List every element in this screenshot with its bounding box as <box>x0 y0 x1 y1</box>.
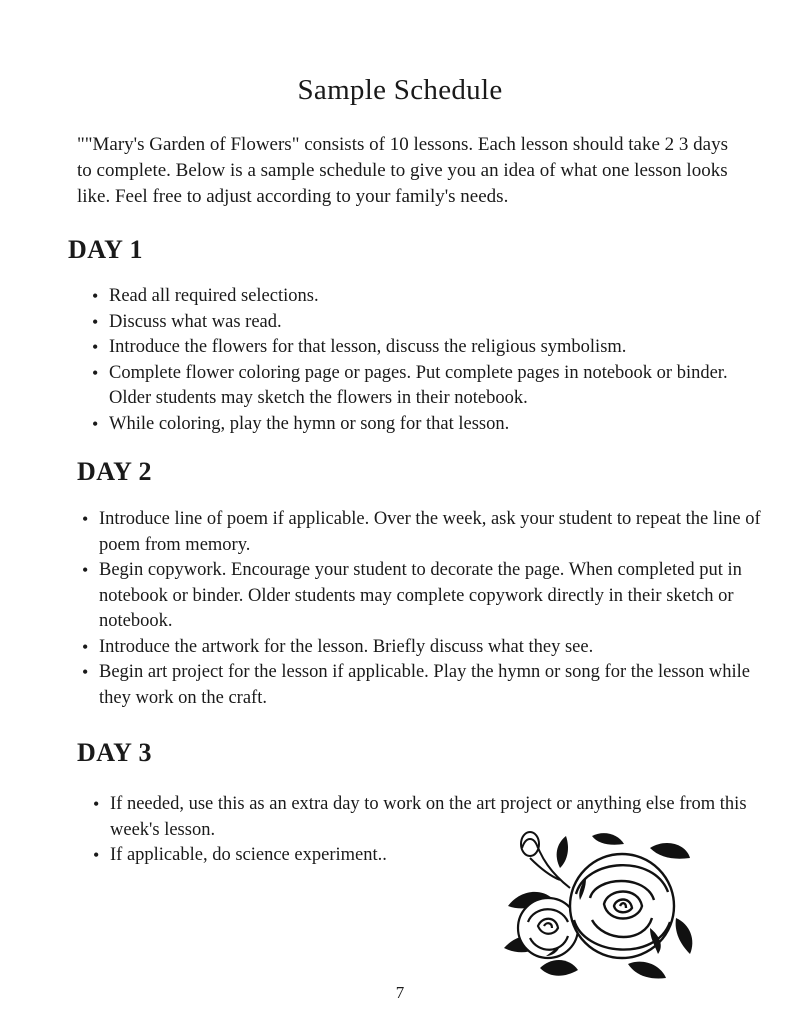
bullet-icon: • <box>82 662 89 682</box>
list-item: • Complete flower coloring page or pages. Put complete pages in notebook or binder. Older students may sketch the flowers in their notebook. <box>92 362 728 408</box>
intro-paragraph: ""Mary's Garden of Flowers" consists of 10 lessons. Each lesson should take 2 3 days to complete. Below is a sample schedule to give you an idea of what one lesson looks like. Feel free to adjust according to your family's needs. <box>77 134 728 207</box>
day-2-task-list <box>82 507 762 711</box>
day-2-heading: DAY 2 <box>77 457 152 486</box>
bullet-icon: • <box>82 509 89 529</box>
page-number: 7 <box>395 983 405 1002</box>
bullet-icon: • <box>92 311 99 332</box>
rose-illustration-icon <box>500 828 696 986</box>
list-item: • While coloring, play the hymn or song for that lesson. <box>92 412 752 438</box>
day-1-heading: DAY 1 <box>68 235 143 264</box>
bullet-icon: • <box>93 794 100 814</box>
list-item: • Introduce the flowers for that lesson, discuss the religious symbolism. <box>92 335 752 361</box>
list-item: • Introduce the artwork for the lesson. Briefly discuss what they see. <box>82 635 762 661</box>
bullet-icon: • <box>92 413 99 434</box>
bullet-icon: • <box>82 636 89 657</box>
list-item: • Begin art project for the lesson if applicable. Play the hymn or song for the lesson while they work on the craft. <box>82 662 750 708</box>
day-1-task-list <box>92 284 752 437</box>
bullet-icon: • <box>92 286 99 306</box>
bullet-icon: • <box>92 337 99 357</box>
list-item: • Read all required selections. <box>92 284 752 310</box>
page-title: Sample Schedule <box>297 74 503 106</box>
bullet-icon: • <box>92 362 99 383</box>
list-item: • If needed, use this as an extra day to work on the art project or anything else from this week's lesson. <box>93 794 747 840</box>
day-3-heading: DAY 3 <box>77 738 152 767</box>
bullet-icon: • <box>82 560 89 580</box>
list-item: • Introduce line of poem if applicable. Over the week, ask your student to repeat the line of poem from memory. <box>82 509 761 555</box>
list-item: • If applicable, do science experiment.. <box>93 843 753 869</box>
list-item: • Begin copywork. Encourage your student to decorate the page. When completed put in notebook or binder. Older students may complete copywork directly in their sketch or notebook. <box>82 560 742 631</box>
list-item: • Discuss what was read. <box>92 310 752 336</box>
bullet-icon: • <box>93 845 100 865</box>
